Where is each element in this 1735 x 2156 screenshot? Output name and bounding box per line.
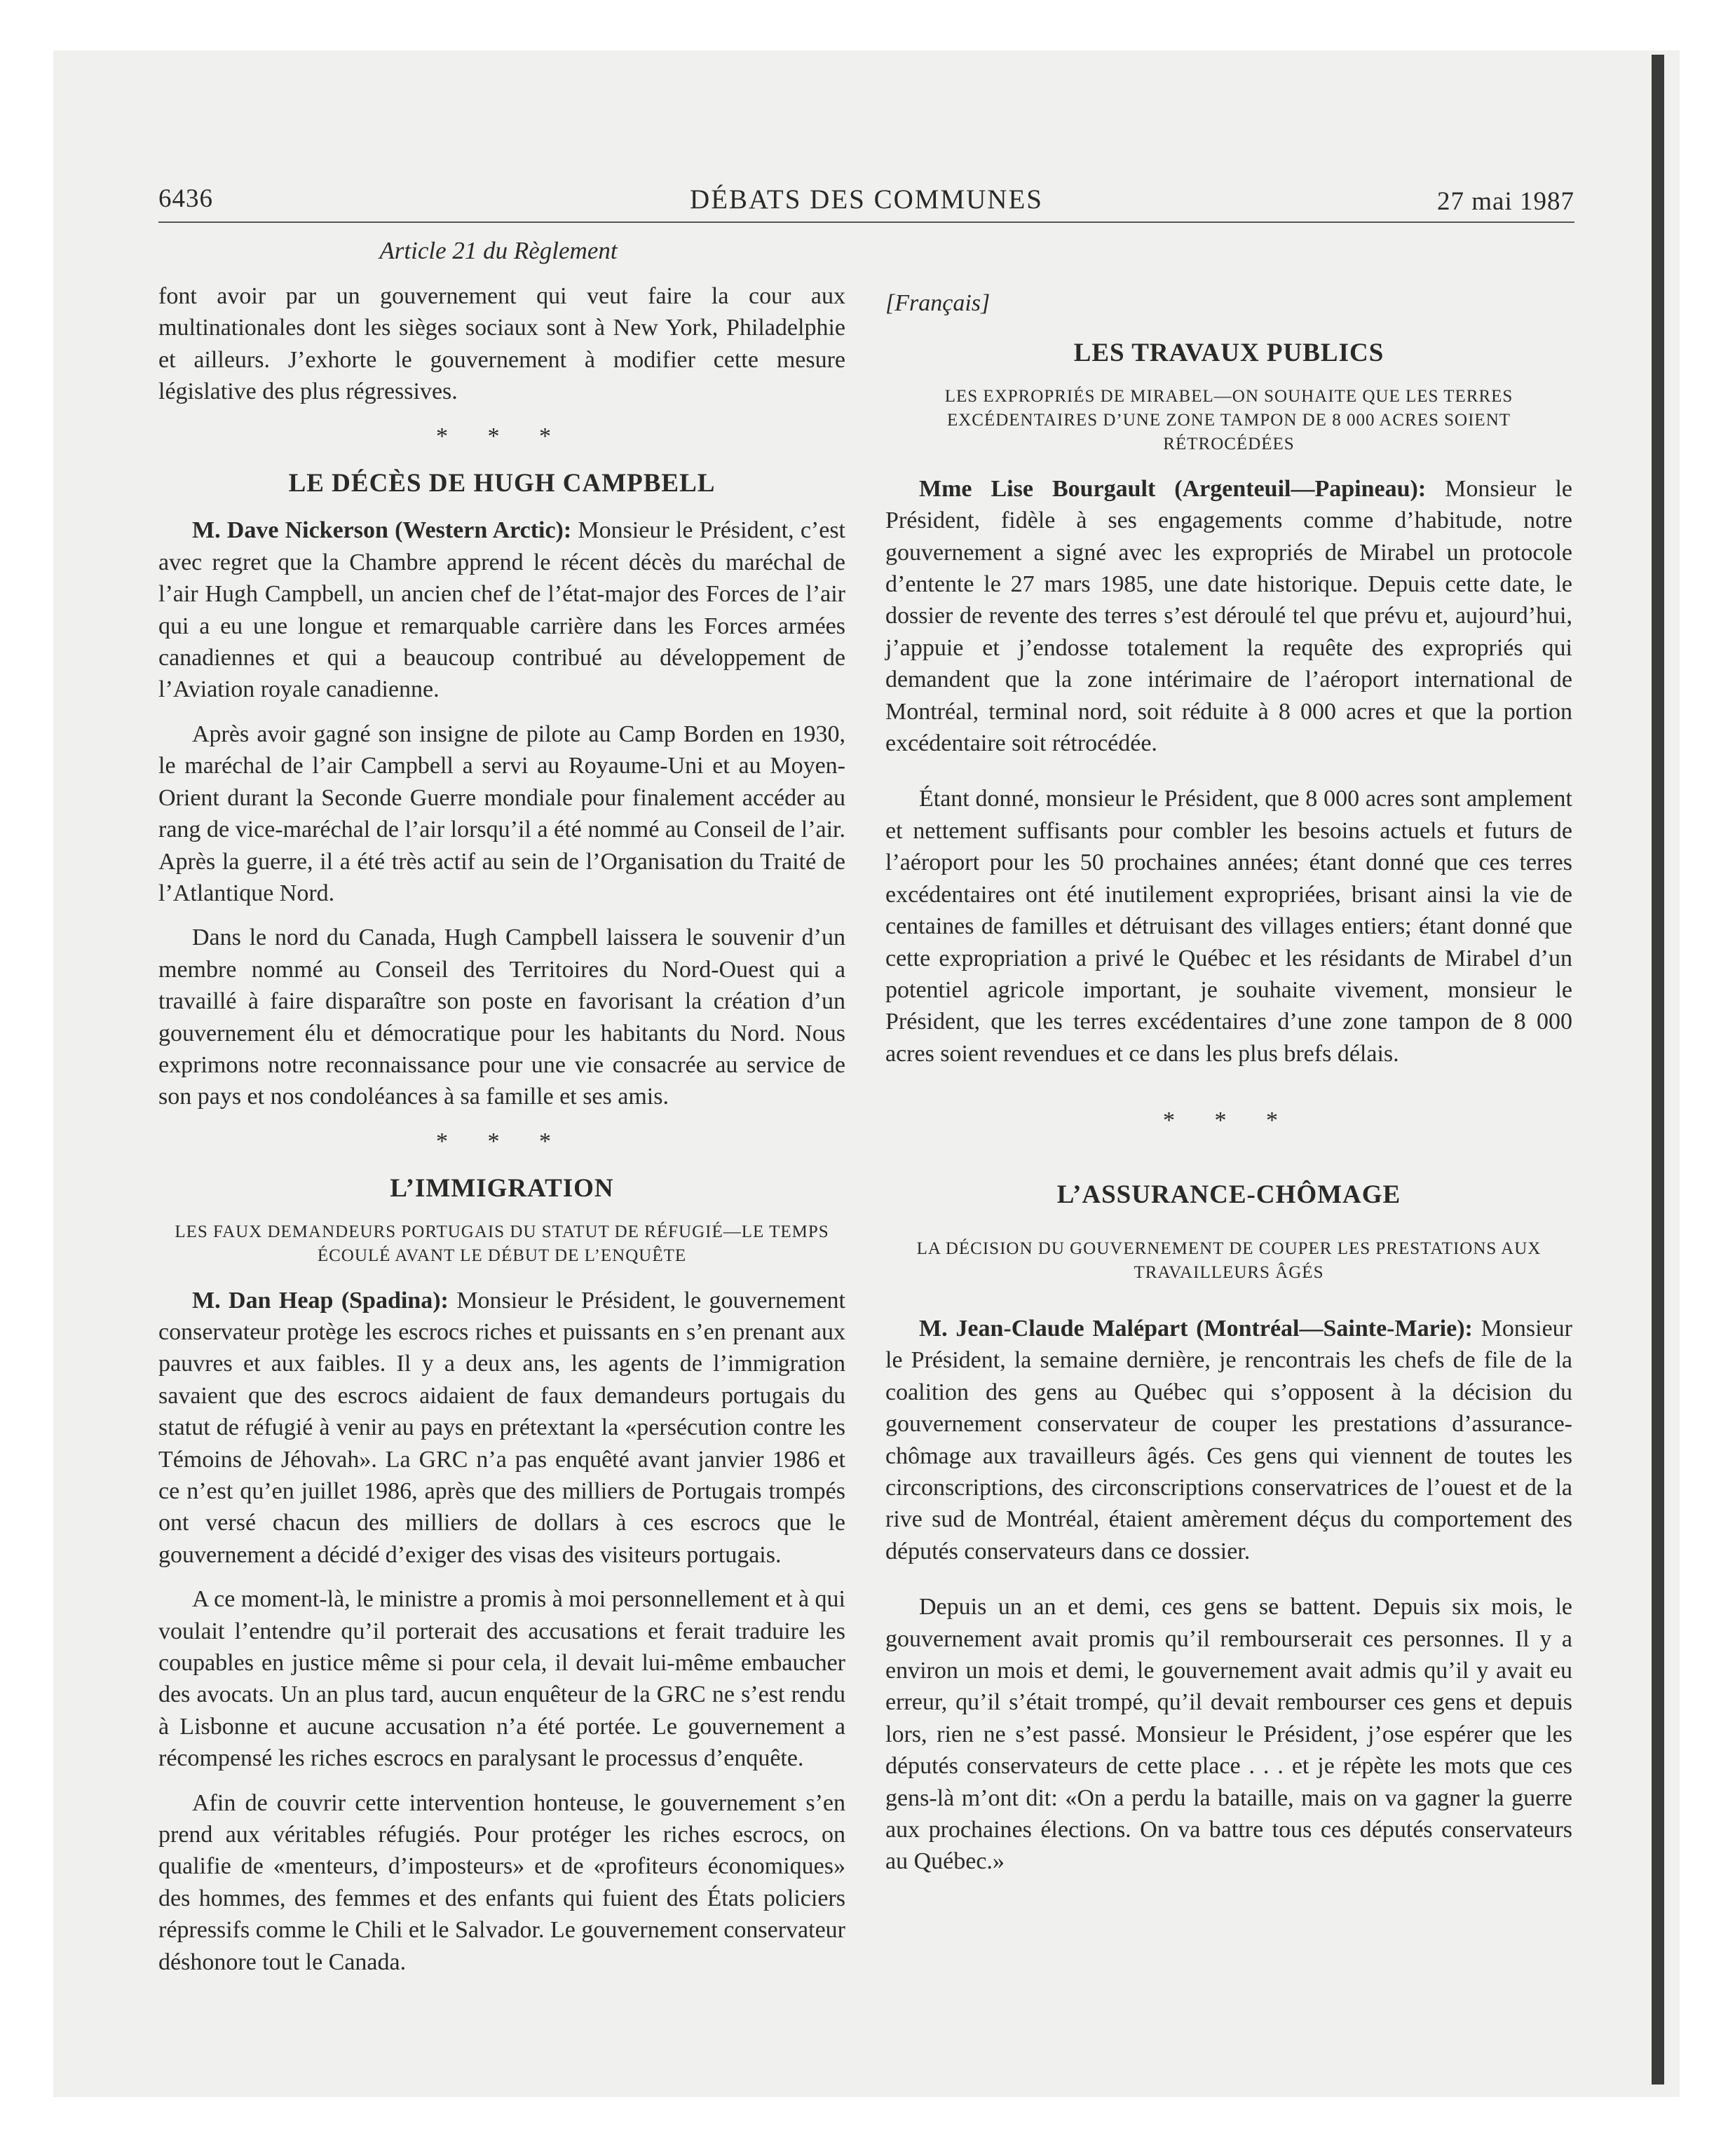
speech-paragraph: Après avoir gagné son insigne de pilote au Camp Borden en 1930, le maréchal de l’air Campbell a servi au Royaume-Uni et au Moyen-Orient durant la Seconde Guerre mondiale pour finalement accéder au rang de vice-maréchal de l’air lorsqu’il a été nommé au Conseil de l’air. Après la guerre, il a été très actif au sein de l’Organisation du Traité de l’Atlantique Nord. — [158, 721, 845, 906]
page-date: 27 mai 1987 — [1437, 187, 1574, 216]
section-separator: * * * — [436, 1128, 568, 1154]
speaker-name: M. Dan Heap (Spadina): — [192, 1287, 449, 1314]
speaker-name: Mme Lise Bourgault (Argenteuil—Papineau): — [919, 475, 1427, 502]
speech-text: Monsieur le Président, la semaine dernière, je rencontrais les chefs de file de la coalition des gens au Québec qui s’opposent à la décision du gouvernement conservateur de couper les prestations d’assurance-chômage aux travailleurs âgés. Ces gens qui viennent de toutes les circonscriptions, des circonscriptions conservatrices de l’ouest et de la rive sud de Montréal, étaient amèrement déçus du comportement des députés conservateurs dans ce dossier. — [885, 1315, 1572, 1564]
section-subheading: LA DÉCISION DU GOUVERNEMENT DE COUPER LES PRESTATIONS AUX TRAVAILLEURS ÂGÉS — [916, 1239, 1542, 1282]
section-heading-chomage: L’ASSURANCE-CHÔMAGE — [1056, 1180, 1401, 1209]
page-header — [158, 184, 1574, 224]
left-column — [158, 280, 845, 1991]
speech-paragraph: Dans le nord du Canada, Hugh Campbell laissera le souvenir d’un membre nommé au Conseil des Territoires du Nord-Ouest qui a travaillé à faire disparaître son poste en favorisant la création d’un gouvernement élu et démocratique pour les habitants du Nord. Nous exprimons notre reconnaissance pour une vie consacrée au service de son pays et nos condoléances à sa famille et ses amis. — [158, 925, 845, 1110]
speech-text: Monsieur le Président, c’est avec regret que la Chambre apprend le récent décès du maréchal de l’air Hugh Campbell, un ancien chef de l’état-major des Forces de l’air qui a eu une longue et remarquable carrière dans les Forces armées canadiennes et qui a beaucoup contribué au développement de l’Aviation royale canadienne. — [158, 517, 846, 703]
speech-paragraph — [885, 1313, 1572, 1567]
section-separator: * * * — [1163, 1107, 1295, 1134]
section-separator: * * * — [436, 423, 568, 449]
section-heading-campbell: LE DÉCÈS DE HUGH CAMPBELL — [288, 469, 716, 498]
speech-text: Monsieur le Président, le gouvernement conservateur protège les escrocs riches et puissants en s’en prenant aux pauvres et aux faibles. Il y a deux ans, les agents de l’immigration savaient que des escrocs aidaient de faux demandeurs portugais du statut de réfugié à venir au pays en prétextant la «persécution contre les Témoins de Jéhovah». La GRC n’a pas enquêté avant janvier 1986 et ce n’est qu’en juillet 1986, après que des milliers de Portugais trompés ont versé chacun des milliers de dollars à ces escrocs que le gouvernement a décidé d’exiger des visas des visiteurs portugais. — [158, 1287, 846, 1568]
continued-paragraph: font avoir par un gouvernement qui veut faire la cour aux multinationales dont les sièges sociaux sont à New York, Philadelphie et ailleurs. J’exhorte le gouvernement à modifier cette mesure législative des plus régressives. — [158, 283, 845, 405]
publication-title: DÉBATS DES COMMUNES — [690, 184, 1043, 214]
speaker-name: M. Dave Nickerson (Western Arctic): — [192, 517, 572, 544]
speech-paragraph — [158, 514, 845, 705]
section-heading-travaux: LES TRAVAUX PUBLICS — [1073, 339, 1384, 368]
section-subheading: LES FAUX DEMANDEURS PORTUGAIS DU STATUT DE RÉFUGIÉ—LE TEMPS ÉCOULÉ AVANT LE DÉBUT DE L’ENQUÊTE — [175, 1222, 829, 1265]
running-head: Article 21 du Règlement — [379, 237, 618, 264]
right-column — [885, 280, 1572, 1890]
speech-paragraph: Étant donné, monsieur le Président, que 8 000 acres sont amplement et nettement suffisants pour combler les besoins actuels et futurs de l’aéroport pour les 50 prochaines années; étant donné que ces terres excédentaires ont été inutilement expropriées, brisant ainsi la vie de centaines de familles et détruisant des villages entiers; étant donné que cette expropriation a privé le Québec et les résidants de Mirabel d’un potentiel agricole important, je souhaite vivement, monsieur le Président, que les terres excédentaires d’une zone tampon de 8 000 acres soient revendues et ce dans les plus brefs délais. — [885, 786, 1572, 1067]
speech-paragraph: Afin de couvrir cette intervention honteuse, le gouvernement s’en prend aux véritables réfugiés. Pour protéger les riches escrocs, on qualifie de «menteurs, d’imposteurs» et de «profiteurs économiques» des hommes, des femmes et des enfants qui fuient des États policiers répressifs comme le Chili et le Salvador. Le gouvernement conservateur déshonore tout le Canada. — [158, 1789, 846, 1975]
speech-paragraph: Depuis un an et demi, ces gens se battent. Depuis six mois, le gouvernement avait promis qu’il rembourserait ces personnes. Il y a environ un mois et demi, le gouvernement avait admis qu’il y avait eu erreur, qu’il s’était trompé, qu’il devait rembourser ces gens et depuis lors, rien ne s’est passé. Monsieur le Président, j’ose espérer que les députés conservateurs de cette place . . . et je répète les mots que ces gens-là m’ont dit: «On a perdu la bataille, mais on va gagner la guerre aux prochaines élections. On va battre tous ces députés conservateurs au Québec.» — [885, 1594, 1572, 1875]
section-heading-immigration: L’IMMIGRATION — [390, 1174, 614, 1203]
header-rule — [158, 221, 1574, 223]
section-subheading: LES EXPROPRIÉS DE MIRABEL—ON SOUHAITE QUE LES TERRES EXCÉDENTAIRES D’UNE ZONE TAMPON DE 8 000 ACRES SOIENT RÉTROCÉDÉES — [944, 386, 1513, 453]
speaker-name: M. Jean-Claude Malépart (Montréal—Sainte-Marie): — [919, 1315, 1473, 1342]
page-number: 6436 — [158, 184, 213, 213]
speech-text: Monsieur le Président, fidèle à ses engagements comme d’habitude, notre gouvernement a signé avec les expropriés de Mirabel un protocole d’entente le 27 mars 1985, une date historique. Depuis cette date, le dossier de revente des terres s’est déroulé tel que prévu et, aujourd’hui, j’appuie et j’endosse totalement la requête des expropriés qui demandent que la zone intérimaire de l’aéroport international de Montréal, terminal nord, soit réduite à 8 000 acres et que la portion excédentaire soit rétrocédée. — [885, 475, 1573, 757]
language-tag: [Français] — [885, 290, 991, 316]
speech-paragraph — [158, 1285, 845, 1571]
speech-paragraph — [885, 473, 1572, 760]
scan-edge-shadow — [1652, 55, 1664, 2085]
speech-paragraph: A ce moment-là, le ministre a promis à moi personnellement et à qui voulait l’entendre qu’il porterait des accusations et ferait traduire les coupables en justice même si pour cela, il devait lui-même embaucher des avocats. Un an plus tard, aucun enquêteur de la GRC ne s’est rendu à Lisbonne et aucune accusation n’a été portée. Le gouvernement a récompensé les riches escrocs en paralysant le processus d’enquête. — [158, 1586, 845, 1772]
